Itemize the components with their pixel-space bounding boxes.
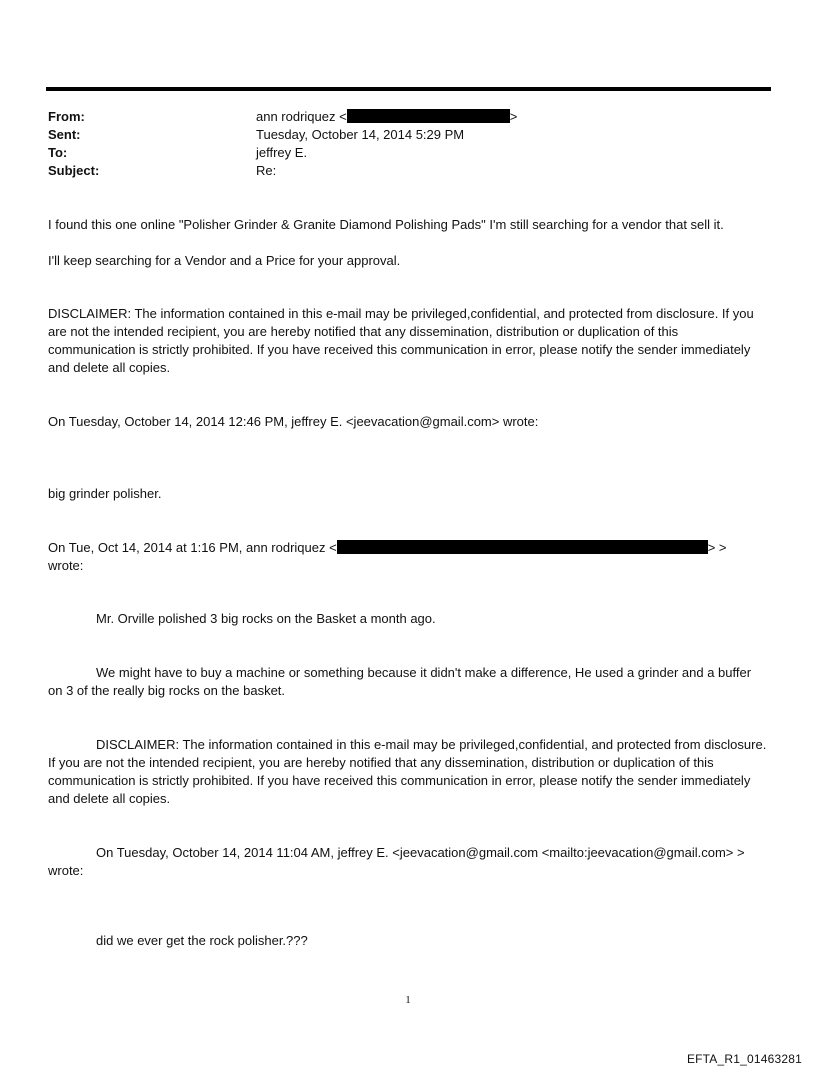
disclaimer: DISCLAIMER: The information contained in this e-mail may be privileged,confidential, and protected from disclosure. If you are not the intended recipient, you are hereby notified that any dissemination, distribution or duplication of this communication is strictly prohibited. If you have received this communication in error, please notify the sender immediately and delete all copies.	[48, 737, 767, 806]
subject-label: Subject:	[48, 163, 100, 178]
to-value: jeffrey E.	[256, 145, 308, 160]
quote-header-wrote: wrote:	[48, 558, 84, 573]
from-label: From:	[48, 109, 85, 124]
quote-header	[48, 539, 768, 575]
bates-number: EFTA_R1_01463281	[686, 1052, 802, 1066]
from-value	[256, 108, 517, 126]
redaction-box	[347, 109, 510, 123]
quote-header: On Tuesday, October 14, 2014 11:04 AM, jeffrey E. <jeevacation@gmail.com <mailto:jeevacation@gmail.com> > wrote:	[48, 845, 745, 878]
sent-value: Tuesday, October 14, 2014 5:29 PM	[256, 127, 465, 142]
page-number: 1	[405, 994, 411, 1006]
quote-header-suffix: > >	[707, 540, 727, 555]
quote-header-prefix: On Tue, Oct 14, 2014 at 1:16 PM, ann rodriquez <	[48, 540, 337, 555]
from-name: ann rodriquez <	[256, 109, 347, 124]
header-rule	[46, 87, 771, 91]
sent-label: Sent:	[48, 127, 81, 142]
subject-value: Re:	[256, 163, 277, 178]
quote-header: On Tuesday, October 14, 2014 12:46 PM, jeffrey E. <jeevacation@gmail.com> wrote:	[48, 414, 539, 429]
quote-body: We might have to buy a machine or something because it didn't make a difference, He used a grinder and a buffer on 3 of the really big rocks on the basket.	[48, 665, 752, 698]
from-close: >	[509, 109, 518, 124]
quote-body: did we ever get the rock polisher.???	[96, 933, 308, 948]
redaction-box	[337, 540, 708, 554]
disclaimer: DISCLAIMER: The information contained in this e-mail may be privileged,confidential, and protected from disclosure. If you are not the intended recipient, you are hereby notified that any dissemination, distribution or duplication of this communication is strictly prohibited. If you have received this communication in error, please notify the sender immediately and delete all copies.	[48, 306, 754, 375]
body-paragraph: I found this one online "Polisher Grinder & Granite Diamond Polishing Pads" I'm still searching for a vendor that sell it.	[48, 217, 724, 232]
to-label: To:	[48, 145, 68, 160]
quote-body: big grinder polisher.	[48, 486, 162, 501]
quote-body: Mr. Orville polished 3 big rocks on the Basket a month ago.	[96, 611, 436, 626]
body-paragraph: I'll keep searching for a Vendor and a Price for your approval.	[48, 253, 401, 268]
